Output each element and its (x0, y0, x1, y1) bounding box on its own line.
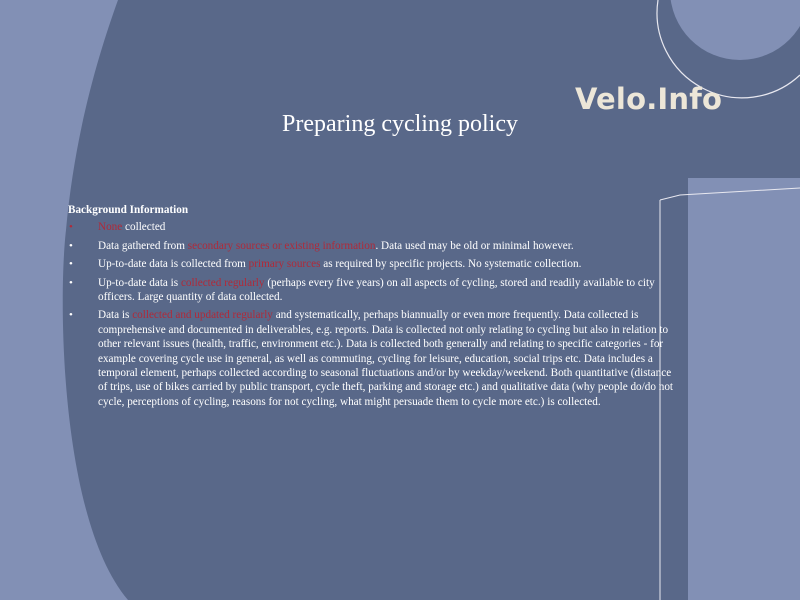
slide-content (68, 203, 676, 413)
bullet-item (68, 239, 676, 253)
bullet-icon: • (69, 309, 73, 322)
bullet-icon: • (69, 258, 73, 271)
bullet-icon: • (69, 221, 73, 234)
highlighted-text: collected and updated regularly (132, 309, 273, 322)
bullet-text: as required by specific projects. No systematic collection. (320, 258, 582, 271)
bullet-item (68, 220, 676, 234)
bullet-text: Up-to-date data is collected from (98, 258, 249, 271)
section-heading: Background Information (68, 204, 189, 216)
bullet-text: Data gathered from (98, 239, 188, 252)
velo-info-logo: Velo.Info (575, 82, 723, 116)
highlighted-text: secondary sources or existing information (187, 239, 376, 252)
bullet-item (68, 257, 676, 271)
bullet-list (68, 220, 676, 409)
bullet-text: and systematically, perhaps biannually or even more frequently. Data collected is comprehensive and documented in deliverables, e.g. reports. Data is collected not only relating to cycling but also in relation to other relevant issues (health, traffic, environment etc.). Data is collected both generally and relating to specific categories - for example covering cycle use in general, as well as commuting, cycling for leisure, education, social trips etc. Data includes a temporal element, perhaps collected according to seasonal fluctuations and/or by weekday/weekend. Both quantitative (distance of trips, use of bikes carried by public transport, cycle theft, parking and storage etc.) and qualitative data (why people do/do not cycle, perceptions of cycling, reasons for not cycling, what might persuade them to cycle more etc.) is collected. (98, 309, 674, 408)
highlighted-text: None (98, 221, 123, 234)
bullet-text: collected (122, 221, 166, 234)
slide-title: Preparing cycling policy (282, 111, 518, 137)
bullet-item (68, 276, 676, 305)
bullet-item (68, 308, 676, 409)
bullet-icon: • (69, 276, 73, 289)
bullet-text: Up-to-date data is (98, 276, 181, 289)
bullet-icon: • (69, 239, 73, 252)
highlighted-text: primary sources (248, 258, 321, 271)
bullet-text: Data is (98, 309, 133, 322)
bullet-text: (perhaps every five years) on all aspects of cycling, stored and readily available to city officers. Large quantity of data collected. (98, 276, 655, 304)
bullet-text: . Data used may be old or minimal however. (375, 239, 574, 252)
highlighted-text: collected regularly (180, 276, 265, 289)
